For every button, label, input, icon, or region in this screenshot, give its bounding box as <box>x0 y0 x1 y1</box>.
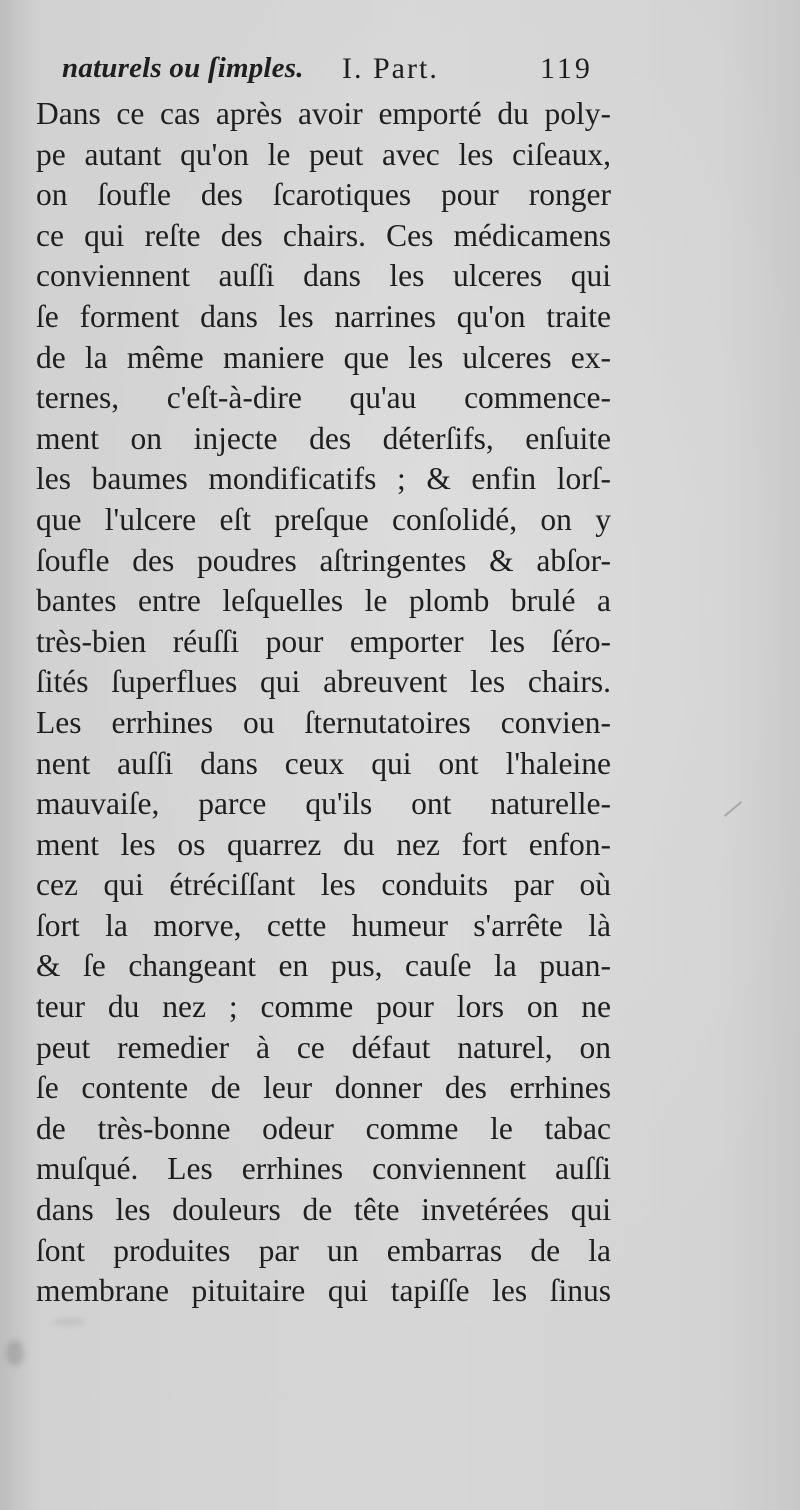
running-head-title: naturels ou ſimples. <box>62 52 304 84</box>
text-line: ſoufle des poudres aſtringentes & abſor- <box>36 542 611 578</box>
running-head <box>62 52 602 92</box>
text-line: conviennent auſſi dans les ulceres qui <box>36 258 611 294</box>
text-line: très-bien réuſſi pour emporter les ſéro- <box>36 623 611 659</box>
text-line: ce qui reſte des chairs. Ces médicamens <box>36 217 611 253</box>
text-line: de très-bonne odeur comme le tabac <box>36 1110 611 1146</box>
text-line: ſont produites par un embarras de la <box>36 1232 611 1268</box>
text-line: Les errhines ou ſternutatoires convien- <box>36 704 611 740</box>
ink-smudge <box>6 1340 24 1366</box>
text-line: pe autant qu'on le peut avec les ciſeaux, <box>36 136 611 172</box>
text-line: de la même maniere que les ulceres ex- <box>36 339 611 375</box>
text-line: on ſoufle des ſcarotiques pour ronger <box>36 177 611 213</box>
text-line: ment on injecte des déterſifs, enſuite <box>36 420 611 456</box>
page-number: 119 <box>540 52 593 85</box>
text-line: Dans ce cas après avoir emporté du poly- <box>36 96 611 131</box>
running-head-part: I. Part. <box>342 52 439 85</box>
text-line: ſe contente de leur donner des errhines <box>36 1070 611 1106</box>
paper-crease <box>724 801 742 817</box>
text-line: & ſe changeant en pus, cauſe la puan- <box>36 948 611 984</box>
text-line: bantes entre leſquelles le plomb brulé a <box>36 583 611 619</box>
text-line: muſqué. Les errhines conviennent auſſi <box>36 1151 611 1187</box>
text-line: nent auſſi dans ceux qui ont l'haleine <box>36 745 611 781</box>
body-text <box>36 94 616 1312</box>
text-line: teur du nez ; comme pour lors on ne <box>36 989 611 1025</box>
text-line: membrane pituitaire qui tapiſſe les ſinus <box>36 1273 611 1309</box>
text-line: que l'ulcere eſt preſque conſolidé, on y <box>36 501 611 537</box>
text-line: cez qui étréciſſant les conduits par où <box>36 867 611 903</box>
text-line: ternes, c'eſt-à-dire qu'au commence- <box>36 380 611 416</box>
text-line: peut remedier à ce défaut naturel, on <box>36 1029 611 1065</box>
text-line: ſités ſuperflues qui abreuvent les chairs. <box>36 664 611 700</box>
text-line: ſort la morve, cette humeur s'arrête là <box>36 907 611 943</box>
text-line: les baumes mondificatifs ; & enfin lorſ- <box>36 461 611 497</box>
text-line: ment les os quarrez du nez fort enfon- <box>36 826 611 862</box>
text-line: dans les douleurs de tête invetérées qui <box>36 1192 611 1228</box>
text-line: ſe forment dans les narrines qu'on traite <box>36 298 611 334</box>
text-line: mauvaiſe, parce qu'ils ont naturelle- <box>36 786 611 822</box>
ink-smudge <box>52 1318 86 1326</box>
